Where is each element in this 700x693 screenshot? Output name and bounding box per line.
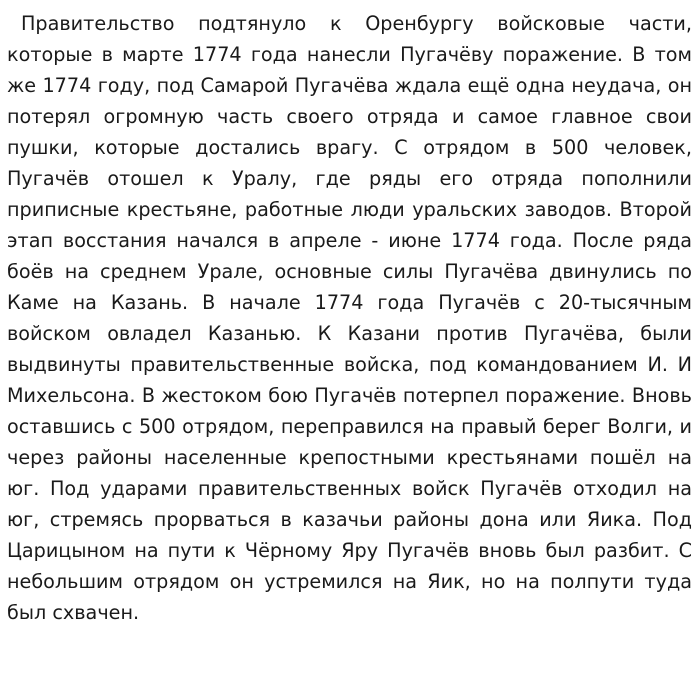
body-paragraph: Правительство подтянуло к Оренбургу войсковые части, которые в марте 1774 года нанесли Пугачёву поражение. В том же 1774 году, под Самарой Пугачёва ждала ещё одна неудача, он потерял огромную часть своего отряда и самое главное свои пушки, которые достались врагу. С отрядом в 500 человек, Пугачёв отошел к Уралу, где ряды его отряда пополнили приписные крестьяне, работные люди уральских заводов. Второй этап восстания начался в апреле - июне 1774 года. После ряда боёв на среднем Урале, основные силы Пугачёва двинулись по Каме на Казань. В начале 1774 года Пугачёв с 20-тысячным войском овладел Казанью. К Казани против Пугачёва, были выдвинуты правительственные войска, под командованием И. И Михельсона. В жестоком бою Пугачёв потерпел поражение. Вновь оставшись с 500 отрядом, переправился на правый берег Волги, и через районы населенные крепостными крестьянами пошёл на юг. Под ударами правительственных войск Пугачёв отходил на юг, стремясь прорваться в казачьи районы дона или Яика. Под Царицыном на пути к Чёрному Яру Пугачёв вновь был разбит. С небольшим отрядом он устремился на Яик, но на полпути туда был схвачен. [7, 12, 692, 624]
